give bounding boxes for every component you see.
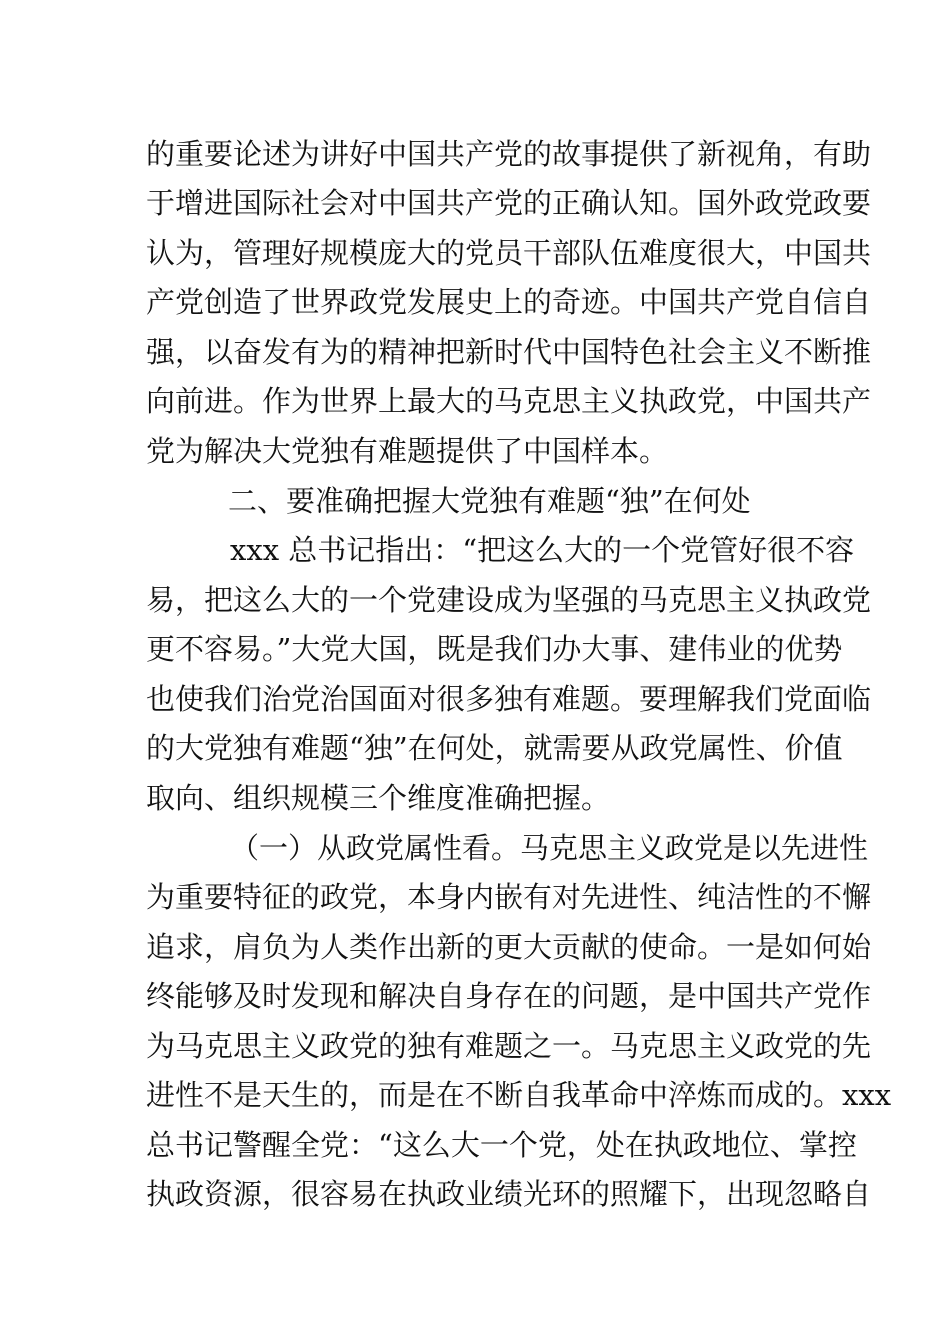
section-heading: 二、要准确把握大党独有难题“独”在何处 bbox=[228, 484, 751, 518]
paragraph-line: 取向、组织规模三个维度准确把握。 bbox=[146, 781, 611, 815]
paragraph-line: 更不容易。”大党大国，既是我们办大事、建伟业的优势 bbox=[146, 632, 843, 666]
paragraph-line: 的大党独有难题“独”在何处，就需要从政党属性、价值 bbox=[146, 731, 843, 765]
paragraph-line: 认为，管理好规模庞大的党员干部队伍难度很大，中国共 bbox=[146, 236, 872, 270]
paragraph-line: 执政资源，很容易在执政业绩光环的照耀下，出现忽略自 bbox=[146, 1177, 872, 1211]
paragraph-line: 强，以奋发有为的精神把新时代中国特色社会主义不断推 bbox=[146, 335, 872, 369]
paragraph-line: 向前进。作为世界上最大的马克思主义执政党，中国共产 bbox=[146, 384, 872, 418]
paragraph-line: 总书记警醒全党：“这么大一个党，处在执政地位、掌控 bbox=[146, 1128, 857, 1162]
paragraph-line: 为重要特征的政党，本身内嵌有对先进性、纯洁性的不懈 bbox=[146, 880, 872, 914]
paragraph-line: 的重要论述为讲好中国共产党的故事提供了新视角，有助 bbox=[146, 137, 872, 171]
paragraph-line: 产党创造了世界政党发展史上的奇迹。中国共产党自信自 bbox=[146, 285, 872, 319]
paragraph-line: 为马克思主义政党的独有难题之一。马克思主义政党的先 bbox=[146, 1029, 872, 1063]
paragraph-line: 追求，肩负为人类作出新的更大贡献的使命。一是如何始 bbox=[146, 930, 872, 964]
paragraph-line: 易，把这么大的一个党建设成为坚强的马克思主义执政党 bbox=[146, 583, 872, 617]
paragraph-line: 于增进国际社会对中国共产党的正确认知。国外政党政要 bbox=[146, 186, 872, 220]
paragraph-line: 终能够及时发现和解决自身存在的问题，是中国共产党作 bbox=[146, 979, 872, 1013]
subsection-line: （一）从政党属性看。马克思主义政党是以先进性 bbox=[230, 831, 869, 865]
paragraph-line: xxx 总书记指出：“把这么大的一个党管好很不容 bbox=[230, 533, 855, 567]
paragraph-line: 也使我们治党治国面对很多独有难题。要理解我们党面临 bbox=[146, 682, 872, 716]
paragraph-line: 进性不是天生的，而是在不断自我革命中淬炼而成的。xxx bbox=[146, 1078, 892, 1112]
paragraph-line: 党为解决大党独有难题提供了中国样本。 bbox=[146, 434, 669, 468]
